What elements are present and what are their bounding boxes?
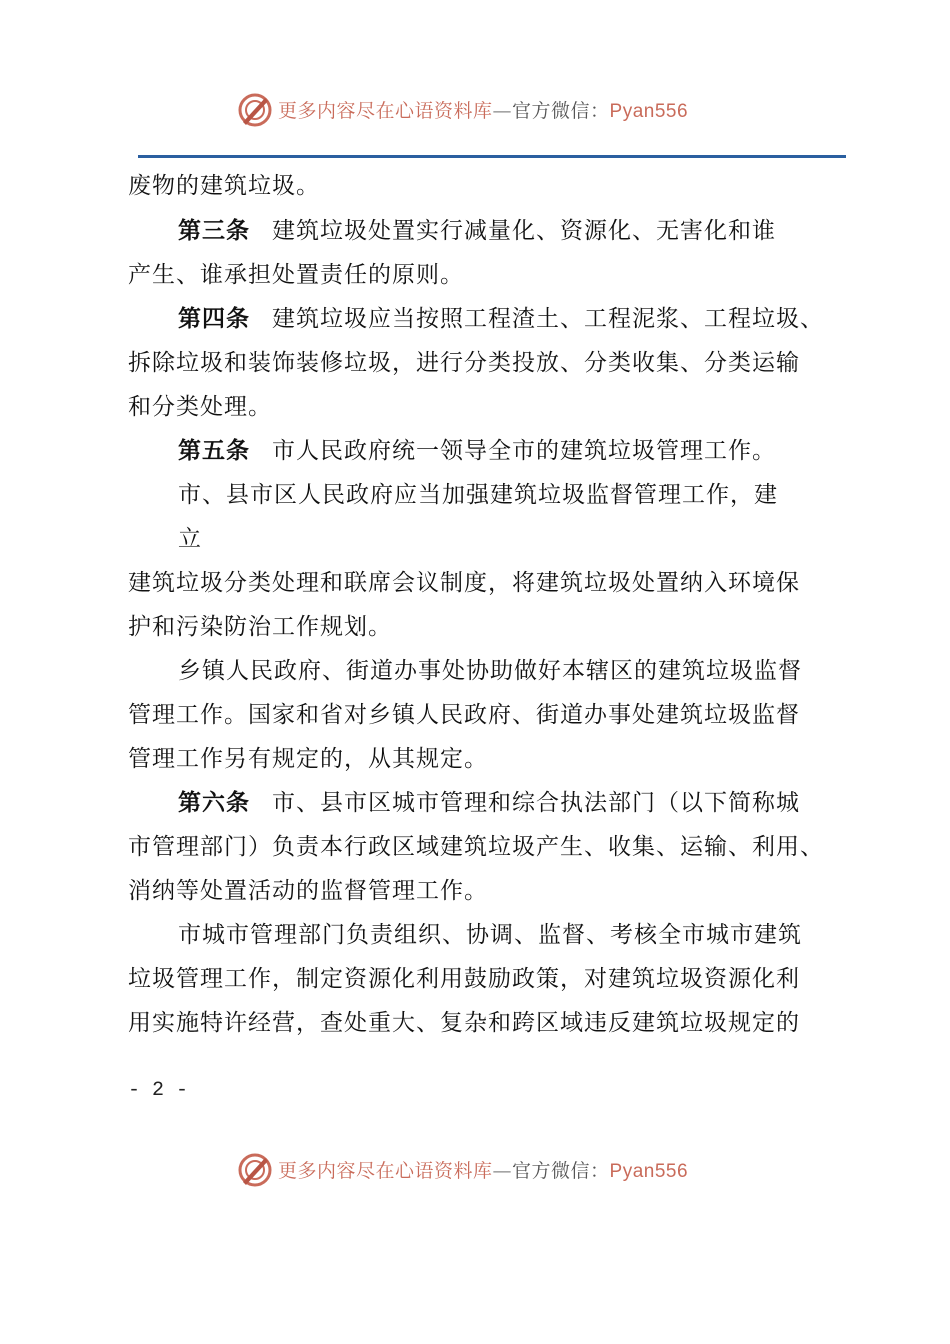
text-line: 市管理部门）负责本行政区域建筑垃圾产生、收集、运输、利用、 xyxy=(128,834,824,860)
article-text: 市、县市区城市管理和综合执法部门（以下简称城 xyxy=(272,790,800,816)
text-line: 建筑垃圾分类处理和联席会议制度，将建筑垃圾处置纳入环境保 xyxy=(128,570,800,596)
article-text: 建筑垃圾处置实行减量化、资源化、无害化和谁 xyxy=(272,218,776,244)
article-label: 第三条 xyxy=(178,218,250,244)
text-line: 垃圾管理工作，制定资源化利用鼓励政策，对建筑垃圾资源化利 xyxy=(128,966,800,992)
article-label: 第六条 xyxy=(178,790,250,816)
text-line: 管理工作。国家和省对乡镇人民政府、街道办事处建筑垃圾监督 xyxy=(128,702,800,728)
article-6 xyxy=(178,789,800,817)
text-line: 和分类处理。 xyxy=(128,394,272,420)
banner-dash: — xyxy=(492,100,513,122)
article-text: 市人民政府统一领导全市的建筑垃圾管理工作。 xyxy=(272,438,776,464)
banner-text xyxy=(278,96,688,123)
article-label: 第五条 xyxy=(178,438,250,464)
pen-logo-icon xyxy=(237,1152,273,1188)
page-number: - 2 - xyxy=(128,1079,189,1102)
header-rule xyxy=(138,155,846,158)
article-label: 第四条 xyxy=(178,306,250,332)
banner-wechat-id: Pyan556 xyxy=(609,1161,689,1182)
banner-wechat-label: 官方微信： xyxy=(512,100,610,122)
banner-title: 更多内容尽在心语资料库 xyxy=(278,1160,493,1182)
article-4 xyxy=(178,305,824,333)
banner-title: 更多内容尽在心语资料库 xyxy=(278,100,493,122)
text-line: 市城市管理部门负责组织、协调、监督、考核全市城市建筑 xyxy=(178,922,802,948)
banner-text xyxy=(278,1156,688,1183)
text-line: 乡镇人民政府、街道办事处协助做好本辖区的建筑垃圾监督 xyxy=(178,658,802,684)
text-line: 护和污染防治工作规划。 xyxy=(128,614,392,640)
text-line: 拆除垃圾和装饰装修垃圾，进行分类投放、分类收集、分类运输 xyxy=(128,350,800,376)
article-5 xyxy=(178,437,776,465)
footer-banner xyxy=(0,1150,950,1190)
banner-wechat-label: 官方微信： xyxy=(512,1160,610,1182)
banner-wechat-id: Pyan556 xyxy=(609,101,689,122)
text-line: 废物的建筑垃圾。 xyxy=(128,173,320,199)
article-text: 建筑垃圾应当按照工程渣土、工程泥浆、工程垃圾、 xyxy=(272,306,824,332)
text-line: 产生、谁承担处置责任的原则。 xyxy=(128,262,464,288)
text-line: 用实施特许经营，查处重大、复杂和跨区域违反建筑垃圾规定的 xyxy=(128,1010,800,1036)
article-3 xyxy=(178,217,776,245)
text-line: 管理工作另有规定的，从其规定。 xyxy=(128,746,488,772)
text-line: 消纳等处置活动的监督管理工作。 xyxy=(128,878,488,904)
header-banner xyxy=(0,90,950,130)
pen-logo-icon xyxy=(237,92,273,128)
banner-dash: — xyxy=(492,1160,513,1182)
text-line: 市、县市区人民政府应当加强建筑垃圾监督管理工作，建 xyxy=(178,482,778,508)
text-line: 立 xyxy=(178,526,202,552)
